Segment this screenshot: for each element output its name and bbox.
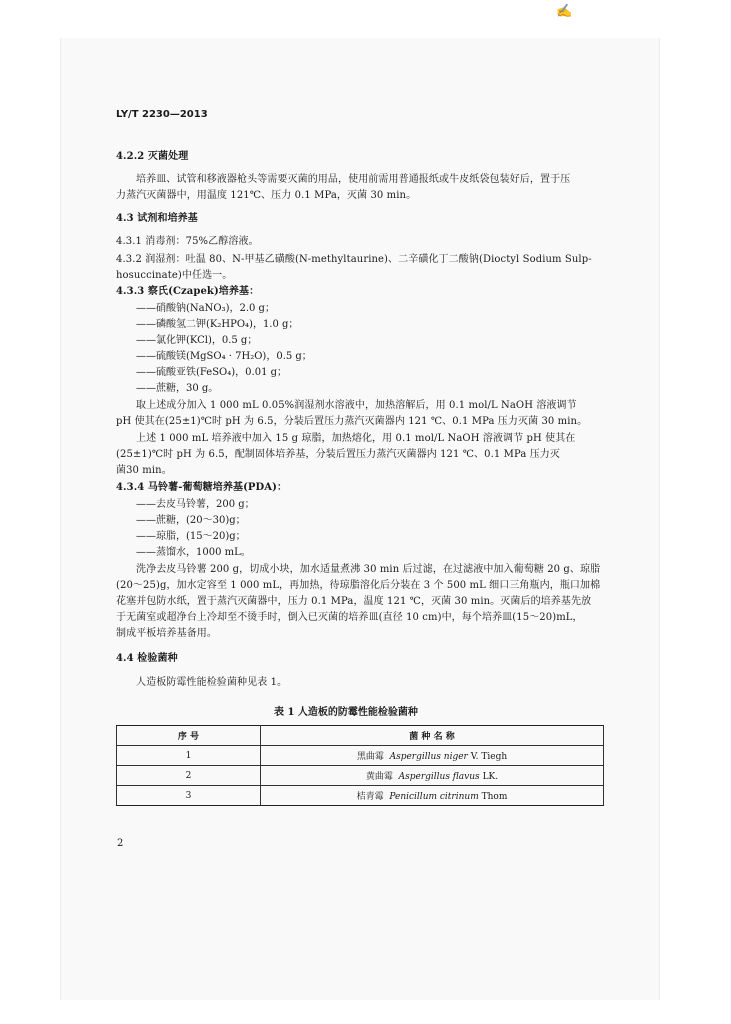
section-4-3-3-para-line: 上述 1 000 mL 培养液中加入 15 g 琼脂，加热熔化，用 0.1 mol/L NaOH 溶液调节 pH 使其在 [136, 433, 576, 444]
section-4-3-4-para-line: (20～25)g，加水定容至 1 000 mL，再加热，待琼脂溶化后分装在 3 个 500 mL 细口三角瓶内，瓶口加棉 [116, 580, 601, 591]
table-row [117, 746, 604, 766]
section-4-3-3-para-line: (25±1)℃时 pH 为 6.5，配制固体培养基，分装后置压力蒸汽灭菌器内 121 ℃、0.1 MPa 压力灭 [116, 449, 560, 460]
species-latin-name: Aspergillus niger [389, 752, 468, 762]
species-name-cell [261, 746, 604, 766]
section-4-3-1-text: 4.3.1 消毒剂：75%乙醇溶液。 [116, 236, 259, 247]
species-author: LK. [482, 772, 499, 782]
fungi-table [116, 725, 604, 806]
species-name-cell [261, 786, 604, 806]
row-number: 1 [117, 746, 261, 766]
ingredient-item: ——硫酸镁(MgSO₄ · 7H₂O)，0.5 g； [136, 351, 312, 362]
species-author: Thom [481, 792, 508, 802]
section-4-3-2-line: hosuccinate)中任选一。 [116, 270, 233, 281]
table-row [117, 786, 604, 806]
section-4-3-4-heading: 4.3.4 马铃薯-葡萄糖培养基(PDA)： [116, 482, 288, 493]
ingredient-item: ——蔗糖，(20～30)g； [136, 515, 246, 526]
row-number: 3 [117, 786, 261, 806]
species-author: V. Tiegh [470, 752, 508, 762]
ingredient-item: ——磷酸氢二钾(K₂HPO₄)，1.0 g； [136, 319, 299, 330]
ingredient-item: ——去皮马铃薯，200 g； [136, 499, 255, 510]
species-chinese-name: 黑曲霉 [356, 752, 384, 762]
species-chinese-name: 桔青霉 [356, 792, 384, 802]
ingredient-item: ——氯化钾(KCl)，0.5 g； [136, 335, 258, 346]
ingredient-item: ——蔗糖，30 g。 [136, 383, 219, 394]
section-4-4-heading: 4.4 检验菌种 [116, 653, 178, 664]
ingredient-item: ——蒸馏水，1000 mL。 [136, 547, 251, 558]
section-4-2-2-para-line: 力蒸汽灭菌器中，用温度 121℃、压力 0.1 MPa，灭菌 30 min。 [116, 190, 417, 201]
row-number: 2 [117, 766, 261, 786]
table-header-row [117, 726, 604, 746]
section-4-3-3-heading: 4.3.3 察氏(Czapek)培养基： [116, 286, 260, 297]
table-row [117, 766, 604, 786]
section-4-3-heading: 4.3 试剂和培养基 [116, 213, 198, 224]
section-4-3-4-para-line: 花塞并包防水纸，置于蒸汽灭菌器中，压力 0.1 MPa，温度 121 ℃，灭菌 30 min。灭菌后的培养基先放 [116, 596, 592, 607]
ingredient-item: ——硫酸亚铁(FeSO₄)，0.01 g； [136, 367, 288, 378]
section-4-3-4-para-line: 洗净去皮马铃薯 200 g，切成小块，加水适量煮沸 30 min 后过滤，在过滤液中加入葡萄糖 20 g、琼脂 [136, 564, 601, 575]
section-4-3-3-para-line: pH 使其在(25±1)℃时 pH 为 6.5，分装后置压力蒸汽灭菌器内 121 ℃、0.1 MPa 压力灭菌 30 min。 [116, 416, 588, 427]
section-4-2-2-para-line: 培养皿、试管和移液器枪头等需要灭菌的用品，使用前需用普通报纸或牛皮纸袋包装好后，置于压 [136, 174, 571, 185]
section-4-4-intro: 人造板防霉性能检验菌种见表 1。 [136, 677, 288, 688]
column-header-species: 菌 种 名 称 [261, 726, 604, 746]
table-caption: 表 1 人造板的防霉性能检验菌种 [274, 707, 418, 718]
section-4-3-4-para-line: 制成平板培养基备用。 [116, 628, 217, 639]
page-number: 2 [117, 838, 124, 849]
standard-code: LY/T 2230—2013 [116, 109, 208, 120]
ingredient-item: ——硝酸钠(NaNO₃)，2.0 g； [136, 303, 275, 314]
species-name-cell [261, 766, 604, 786]
section-4-3-4-para-line: 于无菌室或超净台上冷却至不烫手时，倒入已灭菌的培养皿(直径 10 cm)中，每个培养皿(15～20)mL， [116, 612, 583, 623]
section-4-3-3-para-line: 取上述成分加入 1 000 mL 0.05%润湿剂水溶液中，加热溶解后，用 0.1 mol/L NaOH 溶液调节 [136, 400, 577, 411]
section-4-3-3-para-line: 菌30 min。 [116, 465, 172, 476]
species-chinese-name: 黄曲霉 [365, 772, 393, 782]
species-latin-name: Aspergillus flavus [398, 772, 480, 782]
scan-mark-icon: ✍ [556, 4, 573, 19]
species-latin-name: Penicillum citrinum [389, 792, 479, 802]
column-header-number: 序 号 [117, 726, 261, 746]
section-4-2-2-heading: 4.2.2 灭菌处理 [116, 151, 189, 162]
section-4-3-2-line: 4.3.2 润湿剂：吐温 80、N-甲基乙磺酸(N-methyltaurine)、二辛磺化丁二酸钠(Dioctyl Sodium Sulp- [116, 254, 592, 265]
ingredient-item: ——琼脂，(15～20)g； [136, 531, 246, 542]
